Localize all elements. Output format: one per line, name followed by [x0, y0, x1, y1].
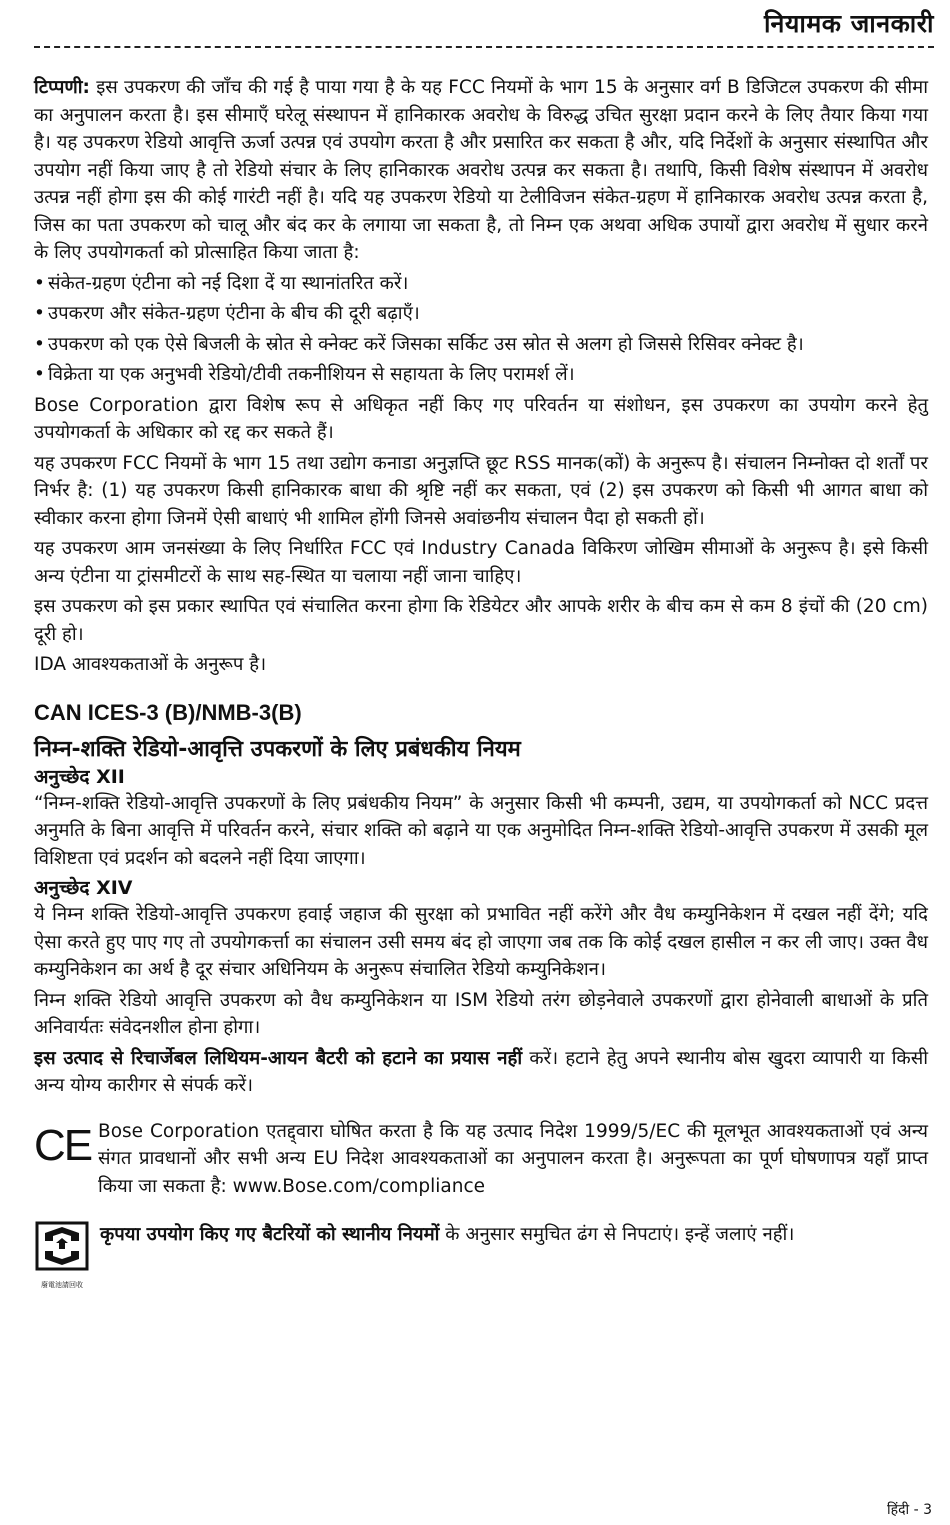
battery-recycle-icon [34, 1221, 90, 1290]
battery-warning-bold: इस उत्पाद से रिचार्जेबल लिथियम-आयन बैटरी को हटाने का प्रयास नहीं [34, 1047, 523, 1069]
content-body [34, 74, 928, 1290]
battery-warning-text: करें। हटाने हेतु अपने स्थानीय बोस खुदरा व्यापारी या किसी अन्य योग्य कारीगर से संपर्क करें। [34, 1047, 928, 1096]
battery-disposal-rest: के अनुसार समुचित ढंग से निपटाएं। इन्हें जलाएं नहीं। [439, 1224, 795, 1245]
modification-paragraph: Bose Corporation द्वारा विशेष रूप से अधिकृत नहीं किए गए परिवर्तन या संशोधन, इस उपकरण का उपयोग करने हेतु उपयोगकर्ता के अधिकार को रद्द कर सकते हैं। [34, 394, 928, 443]
article-14-heading: अनुच्छेद XIV [34, 877, 133, 899]
article-14-paragraph: ये निम्न शक्ति रेडियो-आवृत्ति उपकरण हवाई जहाज की सुरक्षा को प्रभावित नहीं करेंगे और वैध कम्युनिकेशन में दखल नहीं देंगे; यदि ऐसा करते हुए पाए गए तो उपयोगकर्त्ता का संचालन उसी समय बंद हो जाएगा जब तक कि कोई दखल हासील न कर ली जाए। उक्त वैध कम्युनिकेशन का अर्थ है दूर संचार अधिनियम के अनुरूप संचालित रेडियो कम्युनिकेशन। [34, 904, 928, 980]
recycle-caption: 廢電池請回收 [41, 1280, 83, 1289]
distance-paragraph: इस उपकरण को इस प्रकार स्थापित एवं संचालित करना होगा कि रेडियेटर और आपके शरीर के बीच कम से कम 8 इंचों की (20 cm) दूरी हो। [34, 596, 928, 645]
battery-disposal-text [100, 1221, 928, 1249]
list-item: • विक्रेता या एक अनुभवी रेडियो/टीवी तकनीशियन से सहायता के लिए परामर्श लें। [34, 361, 928, 389]
battery-warning-paragraph [34, 1045, 928, 1100]
battery-disposal-bold: कृपया उपयोग किए गए बैटरियों को स्थानीय नियमों [100, 1224, 440, 1245]
ce-mark-icon: CE [34, 1120, 92, 1170]
ida-paragraph: IDA आवश्यकताओं के अनुरूप है। [34, 654, 267, 675]
fcc-part15-paragraph: यह उपकरण FCC नियमों के भाग 15 तथा उद्योग कनाडा अनुज्ञप्ति छूट RSS मानक(कों) के अनुरूप है। संचालन निम्नोक्त दो शर्तों पर निर्भर है: (1) यह उपकरण किसी हानिकारक बाधा की श्रृष्टि नहीं कर सकता, एवं (2) इस उपकरण को किसी भी आगत बाधा को स्वीकार करना होगा जिनमें ऐसी बाधाएं भी शामिल होंगी जिनसे अवांछनीय संचालन पैदा हो सकती हों। [34, 452, 928, 529]
header-divider [34, 46, 934, 48]
intro-lead: टिप्पणी: [34, 77, 90, 98]
interference-measures-list [34, 270, 928, 389]
ism-paragraph: निम्न शक्ति रेडियो आवृत्ति उपकरण को वैध कम्युनिकेशन या ISM रेडियो तरंग छोड़नेवाले उपकरणों द्वारा होनेवाली बाधाओं के प्रति अनिवार्यतः संवेदनशील होना होगा। [34, 989, 928, 1038]
intro-text: इस उपकरण की जाँच की गई है पाया गया है के यह FCC नियमों के भाग 15 के अनुसार वर्ग B डिजिटल उपकरण की सीमा का अनुपालन करता है। इस सीमाएँ घरेलू संस्थापन में हानिकारक अवरोध के विरुद्ध उचित सुरक्षा प्रदान करने के लिए तैयार किया गया है। यह उपकरण रेडियो आवृत्ति ऊर्जा उत्पन्न एवं उपयोग करता है और प्रसारित कर सकता है और, यदि निर्देशों के अनुसार संस्थापित और उपयोग नहीं किया जाए है तो रेडियो संचार के लिए हानिकारक अवरोध उत्पन्न कर सकता है। तथापि, किसी विशेष संस्थापन में अवरोध उत्पन्न नहीं होगा इस की कोई गारंटी नहीं है। यदि यह उपकरण रेडियो या टेलीविजन संकेत-ग्रहण में हानिकारक अवरोध उत्पन्न करता है, जिस का पता उपकरण को चालू और बंद कर के लगाया जा सकता है, तो निम्न एक अथवा अधिक उपायों द्वारा अवरोध में सुधार करने के लिए उपयोगकर्ता को प्रोत्साहित किया जाता है: [34, 77, 928, 263]
battery-recycle-notice [34, 1221, 928, 1290]
article-12-paragraph: “निम्न-शक्ति रेडियो-आवृत्ति उपकरणों के लिए प्रबंधकीय नियम” के अनुसार किसी भी कम्पनी, उद्यम, या उपयोगकर्ता को NCC प्रदत्त अनुमति के बिना आवृत्ति में परिवर्तन करने, संचार शक्ति को बढ़ाने या एक अनुमोदित निम्न-शक्ति रेडियो-आवृत्ति उपकरण में उसकी मूल विशिष्टता एवं प्रदर्शन को बदलने नहीं दिया जाएगा। [34, 792, 928, 869]
ce-declaration-text: Bose Corporation एतद्द्वारा घोषित करता है कि यह उत्पाद निदेश 1999/5/EC की मूलभूत आवश्यकताओं एवं अन्य संगत प्रावधानों और सभी अन्य EU निदेश आवश्यकताओं का अनुपालन करता है। अनुरूपता का पूर्ण घोषणापत्र यहाँ प्राप्त किया जा सकता है: www.Bose.com/compliance [98, 1120, 928, 1197]
article-12-heading: अनुच्छेद XII [34, 765, 125, 788]
ce-declaration [34, 1118, 928, 1204]
list-item: • उपकरण को एक ऐसे बिजली के स्रोत से क्नेक्ट करें जिसका सर्किट उस स्रोत से अलग हो जिससे रिसिवर क्नेक्ट है। [34, 331, 928, 359]
list-item: • उपकरण और संकेत-ग्रहण एंटीना के बीच की दूरी बढ़ाएँ। [34, 300, 928, 328]
ncc-section-heading: निम्न-शक्ति रेडियो-आवृत्ति उपकरणों के लिए प्रबंधकीय नियम [34, 737, 521, 762]
page-number: हिंदी - 3 [887, 1502, 932, 1518]
exposure-limits-paragraph: यह उपकरण आम जनसंख्या के लिए निर्धारित FCC एवं Industry Canada विकिरण जोखिम सीमाओं के अनुरूप है। इसे किसी अन्य एंटीना या ट्रांसमीटरों के साथ सह-स्थित या चलाया नहीं जाना चाहिए। [34, 538, 928, 587]
page-header-title: नियामक जानकारी [764, 9, 934, 38]
recycle-symbol-icon [35, 1221, 89, 1271]
can-ices-heading: CAN ICES-3 (B)/NMB-3(B) [34, 699, 302, 725]
list-item: • संकेत-ग्रहण एंटीना को नई दिशा दें या स्थानांतरित करें। [34, 270, 928, 298]
intro-paragraph [34, 74, 928, 267]
